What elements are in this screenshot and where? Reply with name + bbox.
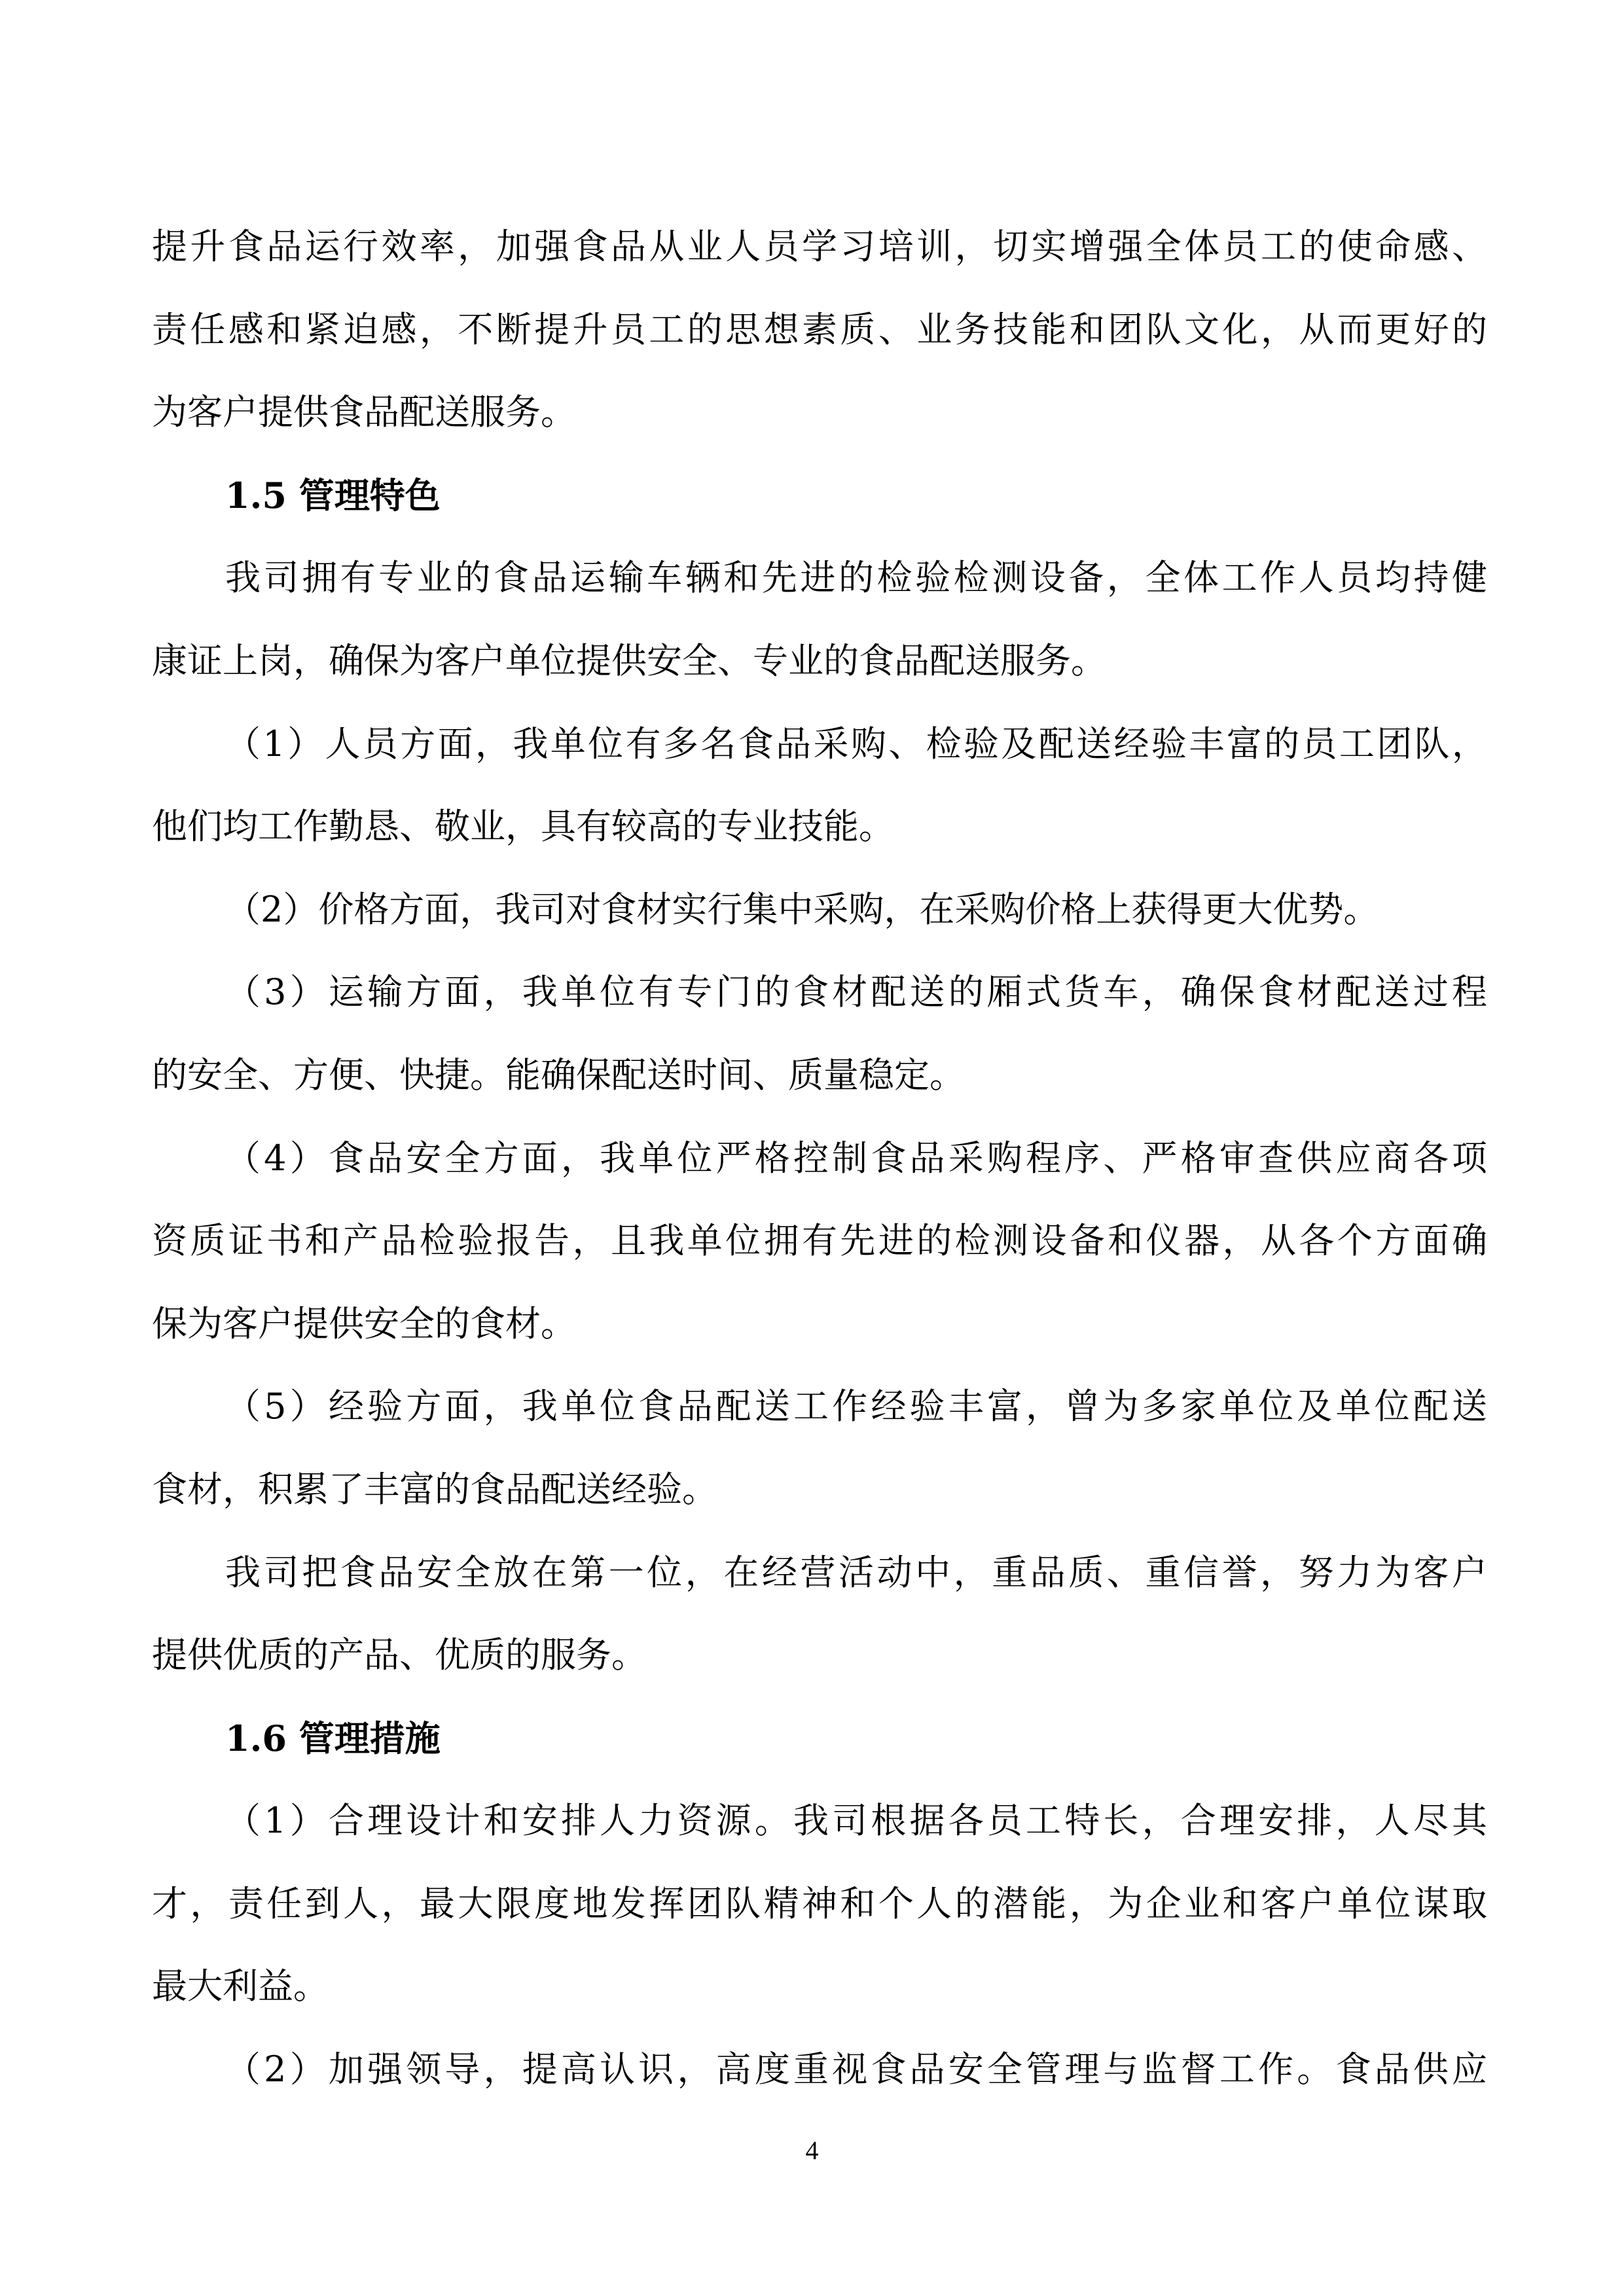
- list-item-line: 食材，积累了丰富的食品配送经验。: [152, 1468, 717, 1510]
- list-item-line: （1）人员方面，我单位有多名食品采购、检验及配送经验丰富的员工团队，: [225, 723, 1487, 764]
- body-line: 为客户提供食品配送服务。: [152, 391, 576, 433]
- body-line: 提升食品运行效率，加强食品从业人员学习培训，切实增强全体员工的使命感、: [152, 226, 1487, 267]
- list-item-line: （3）运输方面，我单位有专门的食材配送的厢式货车，确保食材配送过程: [225, 971, 1487, 1013]
- list-item-line: 保为客户提供安全的食材。: [152, 1302, 576, 1344]
- list-item-line: 才，责任到人，最大限度地发挥团队精神和个人的潜能，为企业和客户单位谋取: [152, 1882, 1487, 1924]
- list-item-line: （1）合理设计和安排人力资源。我司根据各员工特长，合理安排，人尽其: [225, 1800, 1487, 1842]
- document-page: [152, 224, 1487, 2130]
- body-line: 我司拥有专业的食品运输车辆和先进的检验检测设备，全体工作人员均持健: [225, 557, 1487, 599]
- list-item-line: （2）加强领导，提高认识，高度重视食品安全管理与监督工作。食品供应: [225, 2049, 1487, 2090]
- list-item-line: 最大利益。: [152, 1965, 329, 2007]
- list-item-line: 资质证书和产品检验报告，且我单位拥有先进的检测设备和仪器，从各个方面确: [152, 1220, 1487, 1262]
- page-number: 4: [805, 2136, 819, 2165]
- body-line: 我司把食品安全放在第一位，在经营活动中，重品质、重信誉，努力为客户: [225, 1551, 1487, 1593]
- list-item-line: 他们均工作勤恳、敬业，具有较高的专业技能。: [152, 806, 894, 848]
- body-line: 提供优质的产品、优质的服务。: [152, 1634, 647, 1676]
- list-item-line: 的安全、方便、快捷。能确保配送时间、质量稳定。: [152, 1054, 965, 1096]
- section-heading-1-6: 1.6 管理措施: [225, 1717, 441, 1759]
- list-item-line: （2）价格方面，我司对食材实行集中采购，在采购价格上获得更大优势。: [225, 888, 1379, 930]
- list-item-line: （4）食品安全方面，我单位严格控制食品采购程序、严格审查供应商各项: [225, 1137, 1487, 1179]
- list-item-line: （5）经验方面，我单位食品配送工作经验丰富，曾为多家单位及单位配送: [225, 1386, 1487, 1427]
- body-line: 责任感和紧迫感，不断提升员工的思想素质、业务技能和团队文化，从而更好的: [152, 308, 1487, 350]
- section-heading-1-5: 1.5 管理特色: [225, 474, 441, 516]
- body-line: 康证上岗，确保为客户单位提供安全、专业的食品配送服务。: [152, 639, 1106, 681]
